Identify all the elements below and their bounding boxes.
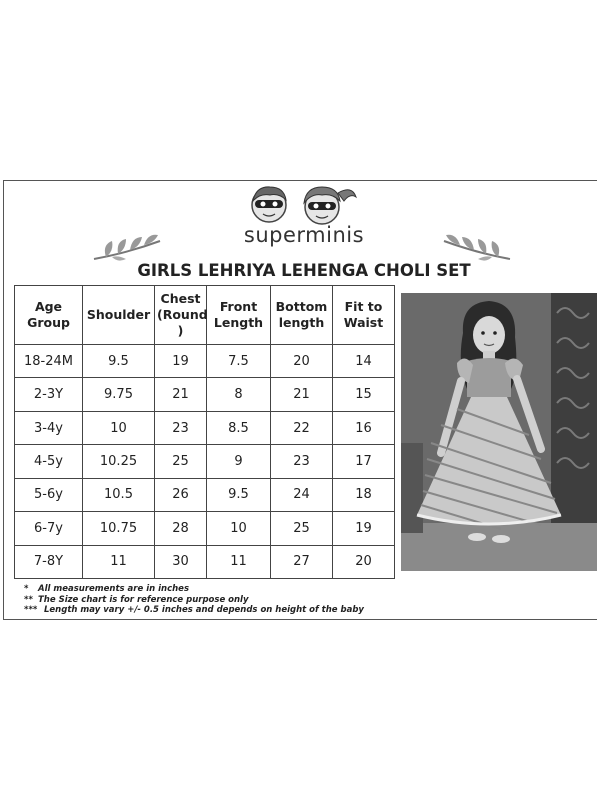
size-chart-card [3,180,597,620]
column-header [333,286,395,345]
notes-section [24,584,364,616]
measurement-cell: 23 [271,445,333,478]
measurement-cell: 8 [207,378,271,411]
column-header-line: Front [219,299,258,314]
age-group-cell: 2-3Y [15,378,83,411]
table-row [15,478,395,511]
measurement-cell: 9.5 [83,345,155,378]
column-header-line: Shoulder [86,307,151,322]
note-marker: ** [24,594,33,605]
measurement-cell: 10.25 [83,445,155,478]
measurement-cell: 10.75 [83,512,155,545]
table-row [15,345,395,378]
measurement-cell: 9 [207,445,271,478]
column-header [207,286,271,345]
right-branch-icon [442,231,512,263]
note-marker: *** [24,605,38,615]
measurement-cell: 28 [155,512,207,545]
brand-name: superminis [243,223,365,247]
column-header-line: (Round [157,307,208,322]
age-group-cell: 4-5y [15,445,83,478]
measurement-cell: 26 [155,478,207,511]
note-text: The Size chart is for reference purpose only [38,594,249,605]
measurement-cell: 17 [333,445,395,478]
measurement-cell: 25 [155,445,207,478]
measurement-cell: 7.5 [207,345,271,378]
measurement-cell: 22 [271,411,333,444]
measurement-cell: 16 [333,411,395,444]
column-header-line: Fit to [344,299,383,314]
left-branch-icon [92,231,162,263]
measurement-cell: 21 [271,378,333,411]
table-body [15,345,395,579]
measurement-cell: 20 [271,345,333,378]
note-line [24,605,364,616]
measurement-cell: 21 [155,378,207,411]
measurement-cell: 11 [207,545,271,578]
girl-face-icon [304,187,356,224]
boy-face-icon [252,187,286,222]
column-header-line: length [278,315,325,330]
size-chart-table [14,285,395,579]
column-header [15,286,83,345]
age-group-cell: 5-6y [15,478,83,511]
measurement-cell: 10 [207,512,271,545]
note-line [24,584,364,595]
product-title: GIRLS LEHRIYA LEHENGA CHOLI SET [137,261,471,280]
product-photo [401,293,597,571]
column-header [271,286,333,345]
note-line [24,595,364,606]
column-header-line: Group [27,315,70,330]
measurement-cell: 20 [333,545,395,578]
measurement-cell: 10.5 [83,478,155,511]
measurement-cell: 11 [83,545,155,578]
measurement-cell: 25 [271,512,333,545]
table-row [15,545,395,578]
column-header-line: Length [213,315,264,330]
table-header-row [15,286,395,345]
note-text: All measurements are in inches [38,584,189,594]
column-header-line: Chest [160,291,201,306]
measurement-cell: 9.5 [207,478,271,511]
column-header-line: Waist [343,315,384,330]
table-row [15,378,395,411]
table-row [15,411,395,444]
measurement-cell: 18 [333,478,395,511]
measurement-cell: 24 [271,478,333,511]
age-group-cell: 18-24M [15,345,83,378]
age-group-cell: 3-4y [15,411,83,444]
measurement-cell: 19 [155,345,207,378]
measurement-cell: 19 [333,512,395,545]
column-header-line: Age [34,299,63,314]
measurement-cell: 9.75 [83,378,155,411]
measurement-cell: 27 [271,545,333,578]
measurement-cell: 10 [83,411,155,444]
measurement-cell: 15 [333,378,395,411]
measurement-cell: 23 [155,411,207,444]
table-row [15,445,395,478]
measurement-cell: 8.5 [207,411,271,444]
measurement-cell: 14 [333,345,395,378]
column-header-line: Bottom [275,299,328,314]
age-group-cell: 7-8Y [15,545,83,578]
column-header [83,286,155,345]
note-marker: * [24,584,29,594]
measurement-cell: 30 [155,545,207,578]
table-row [15,512,395,545]
column-header-line: ) [177,323,184,338]
age-group-cell: 6-7y [15,512,83,545]
note-text: Length may vary +/- 0.5 inches and depends on height of the baby [44,605,364,615]
column-header [155,286,207,345]
